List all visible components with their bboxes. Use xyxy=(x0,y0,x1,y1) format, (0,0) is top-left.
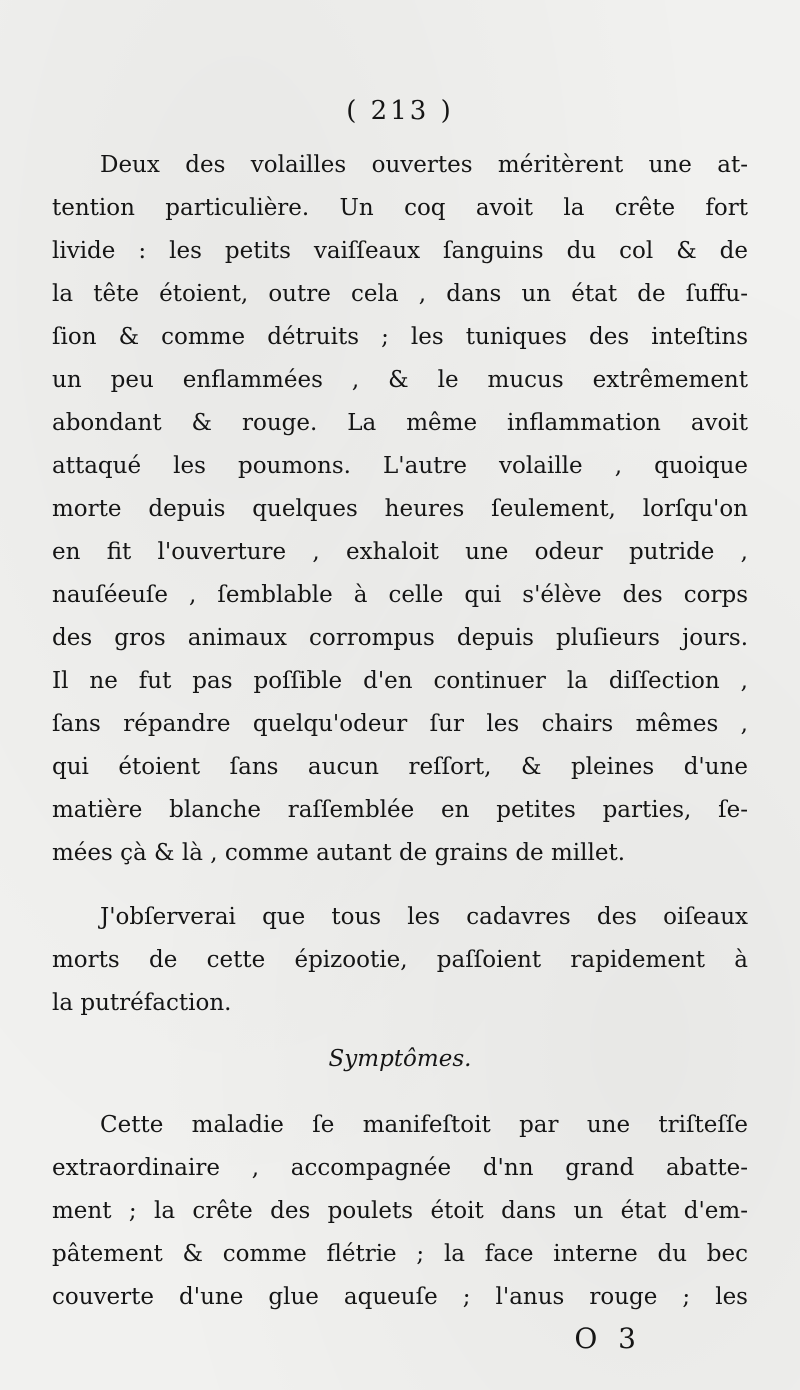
text-line: Deux des volailles ouvertes méritèrent une at- xyxy=(100,152,748,178)
text-line: la putréfaction. xyxy=(52,990,232,1016)
paragraph-2 xyxy=(52,896,748,1025)
text-line: Il ne fut pas poſſible d'en continuer la diſſection , xyxy=(52,668,748,694)
text-line: en fit l'ouverture , exhaloit une odeur putride , xyxy=(52,539,748,565)
text-line: Cette maladie ſe manifeſtoit par une triſteſſe xyxy=(100,1112,748,1138)
text-line: matière blanche raſſemblée en petites parties, ſe- xyxy=(52,797,748,823)
section-heading: Symptômes. xyxy=(328,1046,472,1072)
page-number: ( 213 ) xyxy=(346,96,454,126)
text-line: livide : les petits vaiſſeaux ſanguins du col & de xyxy=(52,238,748,264)
text-line: un peu enflammées , & le mucus extrêmement xyxy=(52,367,748,393)
text-line: mées çà & là , comme autant de grains de millet. xyxy=(52,840,626,866)
text-line: ment ; la crête des poulets étoit dans un état d'em- xyxy=(52,1198,748,1224)
signature-mark: O 3 xyxy=(574,1322,642,1355)
text-line: couverte d'une glue aqueuſe ; l'anus rouge ; les xyxy=(52,1284,748,1310)
text-line: des gros animaux corrompus depuis pluſieurs jours. xyxy=(52,625,748,651)
text-line: abondant & rouge. La même inflammation avoit xyxy=(52,410,748,436)
text-line: morte depuis quelques heures ſeulement, lorſqu'on xyxy=(52,496,748,522)
text-line: pâtement & comme flétrie ; la face interne du bec xyxy=(52,1241,748,1267)
text-line: ſion & comme détruits ; les tuniques des inteſtins xyxy=(52,324,748,350)
text-line: attaqué les poumons. L'autre volaille , quoique xyxy=(52,453,748,479)
text-line: extraordinaire , accompagnée d'nn grand abatte- xyxy=(52,1155,748,1181)
text-line: J'obſerverai que tous les cadavres des oiſeaux xyxy=(100,904,748,930)
paragraph-3 xyxy=(52,1104,748,1319)
paragraph-1 xyxy=(52,144,748,875)
text-line: nauſéeuſe , ſemblable à celle qui s'élève des corps xyxy=(52,582,748,608)
text-line: morts de cette épizootie, paſſoient rapidement à xyxy=(52,947,748,973)
text-line: qui étoient ſans aucun reſſort, & pleines d'une xyxy=(52,754,748,780)
text-line: ſans répandre quelqu'odeur ſur les chairs mêmes , xyxy=(52,711,748,737)
text-line: la tête étoient, outre cela , dans un état de ſuffu- xyxy=(52,281,748,307)
text-line: tention particulière. Un coq avoit la crête fort xyxy=(52,195,748,221)
